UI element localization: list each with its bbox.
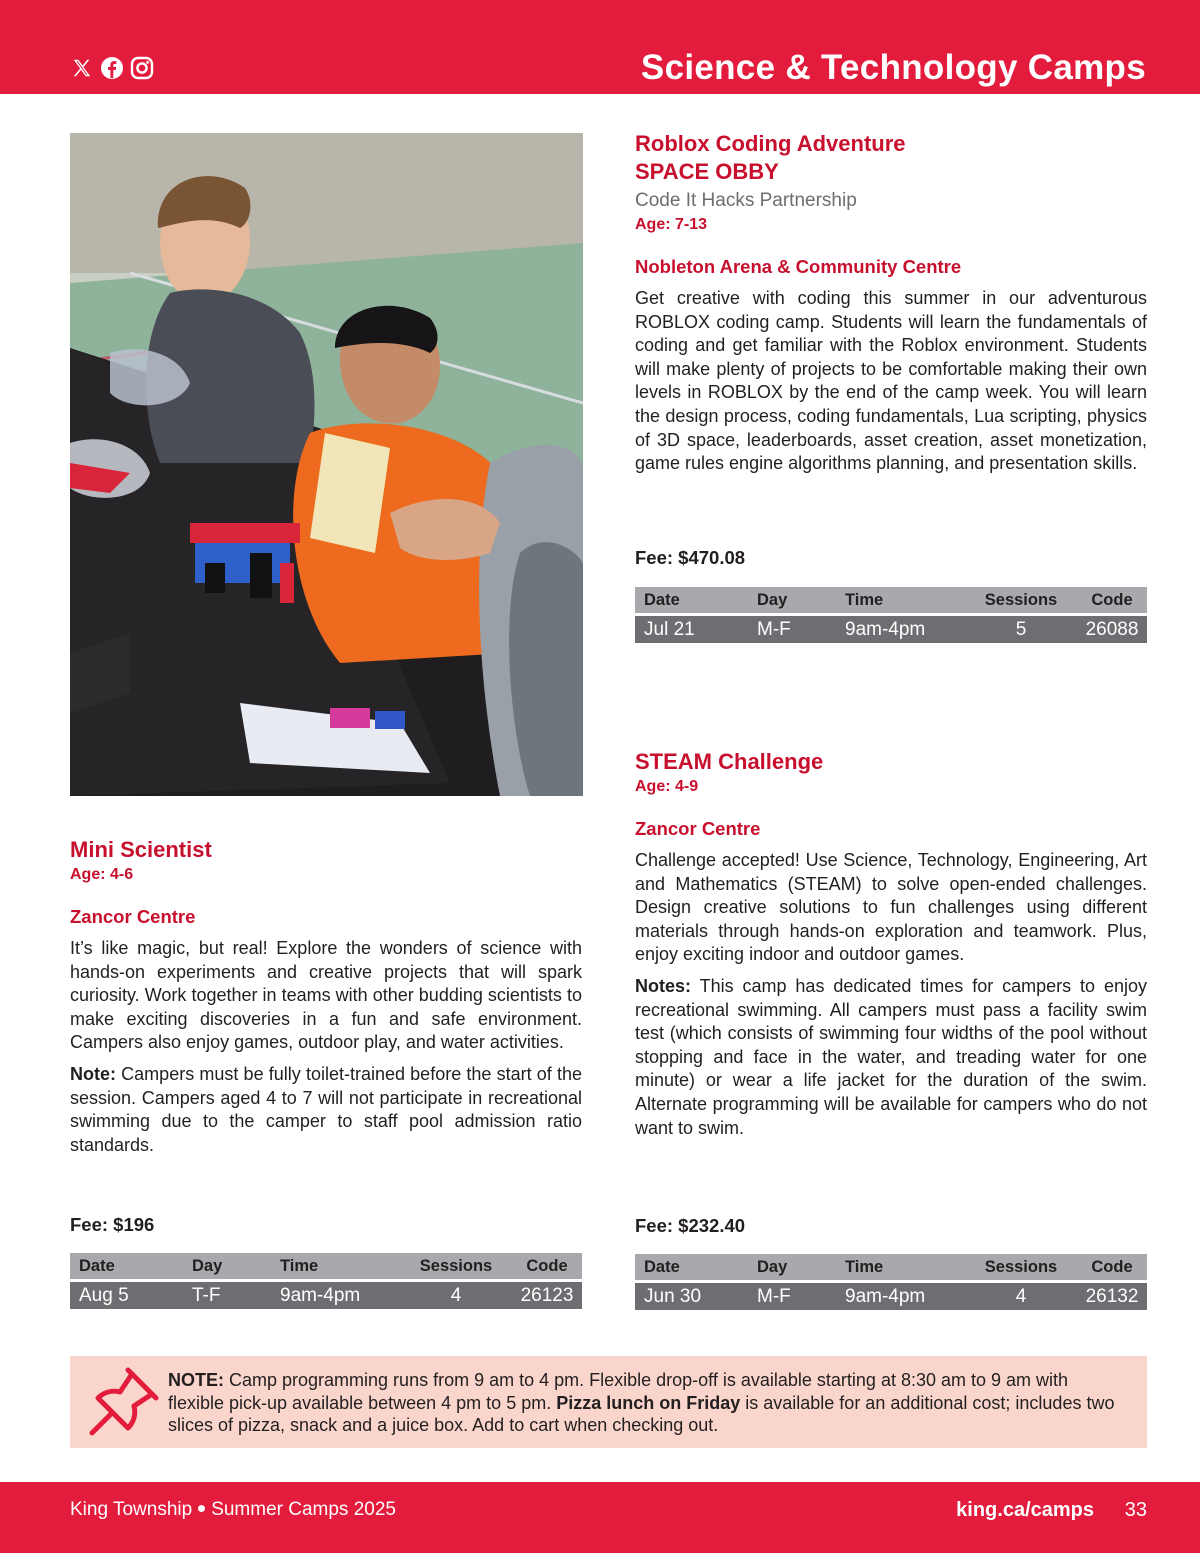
col-sessions: Sessions bbox=[419, 1256, 493, 1275]
program-subtitle: SPACE OBBY bbox=[635, 159, 779, 184]
page-title: Science & Technology Camps bbox=[640, 48, 1146, 87]
footer-org: King Township bbox=[70, 1499, 193, 1520]
cell-code: 26123 bbox=[520, 1284, 574, 1306]
program-location: Zancor Centre bbox=[70, 906, 196, 927]
cell-date: Jul 21 bbox=[644, 618, 695, 640]
program-partner: Code It Hacks Partnership bbox=[635, 190, 857, 211]
program-description: Challenge accepted! Use Science, Technology, Engineering, Art and Mathematics (STEAM) to solve open-ended challenges. Design creative solutions to fun challenges using different materials through hands-on exploration and teamwork. Plus, enjoy exciting indoor and outdoor games. bbox=[635, 850, 1147, 965]
col-code: Code bbox=[526, 1256, 568, 1275]
table-row bbox=[635, 613, 1147, 643]
table-row bbox=[635, 1280, 1147, 1310]
program-age: Age: 7-13 bbox=[635, 216, 708, 233]
table-header bbox=[635, 1254, 1147, 1280]
program-age: Age: 4-6 bbox=[70, 866, 134, 883]
program-fee: Fee: $232.40 bbox=[635, 1215, 746, 1236]
col-day: Day bbox=[192, 1256, 223, 1275]
program-roblox bbox=[635, 130, 1147, 476]
table-header bbox=[70, 1253, 582, 1279]
program-location: Nobleton Arena & Community Centre bbox=[635, 256, 962, 277]
note-text: This camp has dedicated times for campers to enjoy recreational swimming. All campers must pass a facility swim test (which consists of swimming four widths of the pool without stopping and face in the water, and treading water for one minute) or wear a life jacket for the duration of the swim. Alternate programming will be available for campers who do not want to swim. bbox=[635, 975, 1147, 1138]
program-location: Zancor Centre bbox=[635, 818, 761, 839]
cell-day: M-F bbox=[757, 1285, 791, 1307]
schedule-table bbox=[635, 1254, 1147, 1310]
table-header bbox=[635, 587, 1147, 613]
program-mini-scientist bbox=[70, 836, 582, 1157]
program-note bbox=[70, 1063, 582, 1157]
bullet-dot bbox=[198, 1505, 205, 1512]
note-label: Notes: bbox=[635, 975, 692, 996]
note-label: Note: bbox=[70, 1063, 116, 1084]
cell-sessions: 4 bbox=[1015, 1285, 1027, 1307]
col-date: Date bbox=[644, 590, 680, 609]
cell-sessions: 4 bbox=[450, 1284, 462, 1306]
program-fee: Fee: $196 bbox=[70, 1214, 155, 1235]
cell-time: 9am-4pm bbox=[845, 1285, 926, 1307]
col-time: Time bbox=[845, 1257, 884, 1276]
program-description: It’s like magic, but real! Explore the wonders of science with hands-on experiments and creative projects that will spark curiosity. Work together in teams with other budding scientists to make exciting discoveries in a fun and safe environment. Campers also enjoy games, outdoor play, and water activities. bbox=[70, 938, 582, 1053]
note-label: NOTE: bbox=[168, 1370, 224, 1390]
footer-publication bbox=[70, 1499, 396, 1521]
pizza-lunch-bold: Pizza lunch on Friday bbox=[556, 1392, 741, 1413]
cell-day: T-F bbox=[192, 1284, 221, 1306]
page-number: 33 bbox=[1124, 1499, 1147, 1521]
col-code: Code bbox=[1091, 1257, 1133, 1276]
social-links bbox=[70, 56, 154, 80]
instagram-icon[interactable] bbox=[130, 56, 154, 80]
cell-time: 9am-4pm bbox=[280, 1284, 361, 1306]
program-note bbox=[635, 975, 1147, 1140]
footer-url-link[interactable]: king.ca/camps bbox=[956, 1499, 1094, 1521]
program-steam bbox=[635, 748, 1147, 1140]
facebook-icon[interactable] bbox=[100, 56, 124, 80]
col-time: Time bbox=[280, 1256, 319, 1275]
x-icon[interactable] bbox=[70, 56, 94, 80]
cell-date: Jun 30 bbox=[644, 1285, 702, 1307]
note-text: Campers must be fully toilet-trained before the start of the session. Campers aged 4 to 7 will not participate in recreational swimming due to the camper to staff pool admission ratio standards. bbox=[70, 1063, 582, 1155]
col-time: Time bbox=[845, 590, 884, 609]
program-fee: Fee: $470.08 bbox=[635, 547, 746, 568]
pushpin-icon bbox=[84, 1362, 164, 1442]
note-text-2: is available for an additional cost; includes two slices of pizza, snack and a juice box. Add to cart when checking out. bbox=[168, 1392, 1115, 1435]
cell-sessions: 5 bbox=[1015, 618, 1027, 640]
footer-publication-title: Summer Camps 2025 bbox=[211, 1499, 396, 1520]
table-row bbox=[70, 1279, 582, 1309]
program-description: Get creative with coding this summer in our adventurous ROBLOX coding camp. Students will learn the fundamentals of coding and get familiar with the Roblox environment. Students will make plenty of projects to be comfortable making their own levels in ROBLOX by the end of the camp week. You will learn the design process, coding fundamentals, Lua scripting, physics of 3D space, leaderboards, asset creation, asset monetization, game rules engine algorithms planning, and presentation skills. bbox=[635, 288, 1147, 474]
camp-photo bbox=[70, 133, 583, 796]
col-date: Date bbox=[79, 1256, 115, 1275]
program-title: Mini Scientist bbox=[70, 837, 212, 862]
col-date: Date bbox=[644, 1257, 680, 1276]
col-day: Day bbox=[757, 590, 788, 609]
col-code: Code bbox=[1091, 590, 1133, 609]
cell-code: 26132 bbox=[1085, 1285, 1139, 1307]
program-title: Roblox Coding Adventure bbox=[635, 131, 906, 156]
cell-time: 9am-4pm bbox=[845, 618, 926, 640]
cell-date: Aug 5 bbox=[79, 1284, 129, 1306]
note-text bbox=[168, 1369, 1128, 1437]
cell-day: M-F bbox=[757, 618, 791, 640]
note-box bbox=[70, 1356, 1147, 1448]
schedule-table bbox=[70, 1253, 582, 1309]
note-text-1: Camp programming runs from 9 am to 4 pm. Flexible drop-off is available starting at 8:30 am to 9 am with flexible pick-up available between 4 pm to 5 pm. bbox=[168, 1370, 1069, 1413]
program-age: Age: 4-9 bbox=[635, 778, 699, 795]
program-title: STEAM Challenge bbox=[635, 749, 824, 774]
col-sessions: Sessions bbox=[984, 590, 1058, 609]
col-sessions: Sessions bbox=[984, 1257, 1058, 1276]
schedule-table bbox=[635, 587, 1147, 643]
col-day: Day bbox=[757, 1257, 788, 1276]
cell-code: 26088 bbox=[1085, 618, 1139, 640]
